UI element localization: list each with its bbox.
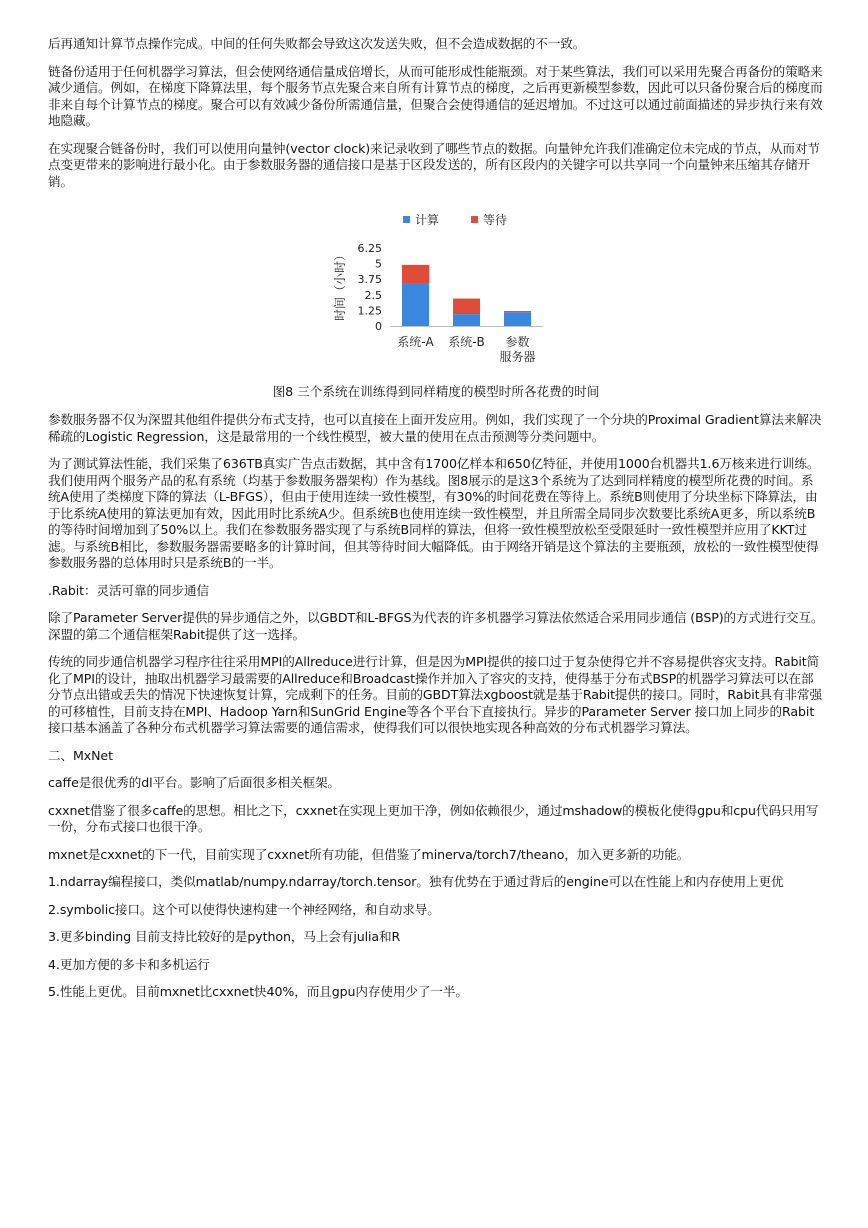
x-tick-label: 服务器 (499, 350, 536, 364)
legend-label-0: 计算 (415, 213, 440, 227)
paragraph-vector-clock: 在实现聚合链备份时，我们可以使用向量钟(vector clock)来记录收到了哪些节点的数据。向量钟允许我们准确定位未完成的节点，从而对节点变更带来的影响进行最小化。由于参数服务器的通信接口是基于区段发送的，所有区段内的关键字可以共享同一个向量钟来压缩其存储开销。 (48, 140, 820, 189)
y-tick-label: 6.25 (357, 242, 382, 255)
y-axis-label: 时间（小时） (333, 248, 347, 322)
bar-等待-2 (504, 311, 531, 312)
paragraph-rabit-details: 传统的同步通信机器学习程序往往采用MPI的Allreduce进行计算，但是因为MPI提供的接口过于复杂使得它并不容易提供容灾支持。Rabit简化了MPI的设计，抽取出机器学习最需要的Allreduce和Broadcast操作并加入了容灾的支持，使得基于分布式BSP的机器学习算法可以在部分节点出错或丢失的情况下快速恢复计算，完成剩下的任务。目前的GBDT算法xgboost就是基于Rabit提供的接口。同时，Rabit具有非常强的可移植性，目前支持在MPI、Hadoop Yarn和SunGrid Engine等各个平台下直接执行。异步的Parameter Server 接口加上同步的Rabit接口基本涵盖了各种分布式机器学习算法需要的通信需求，使得我们可以很快地实现各种高效的分布式机器学习算法。 (48, 654, 822, 735)
bar-计算-2 (504, 312, 531, 326)
paragraph-mxnet: mxnet是cxxnet的下一代，目前实现了cxxnet所有功能，但借鉴了minerva/torch7/theano，加入更多新的功能。 (48, 846, 690, 862)
x-tick-label: 系统-A (397, 335, 434, 349)
bar-等待-1 (453, 299, 480, 315)
figure-caption: 图8 三个系统在训练得到同样精度的模型时所各花费的时间 (272, 384, 600, 399)
list-item-symbolic: 2.symbolic接口。这个可以使得快速构建一个神经网络，和自动求导。 (48, 901, 440, 917)
legend-swatch-1 (471, 216, 478, 223)
stacked-bar-chart (48, 208, 824, 378)
bar-等待-0 (402, 265, 429, 284)
x-tick-label: 系统-B (448, 335, 485, 349)
figure-8-chart (48, 208, 824, 378)
legend-label-1: 等待 (483, 213, 508, 227)
paragraph-rabit-intro: 除了Parameter Server提供的异步通信之外，以GBDT和L-BFGS为代表的许多机器学习算法依然适合采用同步通信 (BSP)的方式进行交互。深盟的第二个通信框架Rabit提供了这一选择。 (48, 610, 824, 642)
y-tick-label: 0 (375, 320, 382, 333)
y-tick-label: 5 (375, 257, 382, 271)
list-item-performance: 5.性能上更优。目前mxnet比cxxnet快40%，而且gpu内存使用少了一半。 (48, 984, 468, 999)
paragraph-caffe: caffe是很优秀的dl平台。影响了后面很多相关框架。 (48, 775, 340, 790)
bar-计算-1 (453, 314, 480, 326)
y-tick-label: 2.5 (364, 288, 382, 302)
y-tick-label: 3.75 (357, 273, 382, 287)
legend-swatch-0 (403, 216, 410, 223)
list-item-binding: 3.更多binding 目前支持比较好的是python，马上会有julia和R (48, 929, 401, 944)
paragraph-chain-backup: 链备份适用于任何机器学习算法，但会使网络通信量成倍增长，从而可能形成性能瓶颈。对于某些算法，我们可以采用先聚合再备份的策略来减少通信。例如，在梯度下降算法里，每个服务节点先聚合来自所有计算节点的梯度，之后再更新模型参数，因此可以只备份聚合后的梯度而非来自每个计算节点的梯度。聚合可以有效减少备份所需通信量，但聚合会使得通信的延迟增加。不过这可以通过前面描述的异步执行来有效地隐藏。 (48, 63, 823, 128)
paragraph-performance-test: 为了测试算法性能，我们采集了636TB真实广告点击数据，其中含有1700亿样本和650亿特征，并使用1000台机器共1.6万核来进行训练。我们使用两个服务产品的私有系统（均基于参数服务器架构）作为基线。图8展示的是这3个系统为了达到同样精度的模型所花费的时间。系统A使用了类梯度下降的算法（L-BFGS），但由于使用连续一致性模型，有30%的时间花费在等待上。系统B则使用了分块坐标下降算法，由于比系统A使用的算法更加有效，因此用时比系统A少。但系统B也使用连续一致性模型，并且所需全局同步次数要比系统A更多，所以系统B的等待时间增加到了50%以上。我们在参数服务器实现了与系统B同样的算法，但将一致性模型放松至受限延时一致性模型并应用了KKT过滤。与系统B相比，参数服务器需要略多的计算时间，但其等待时间大幅降低。由于网络开销是这个算法的主要瓶颈，放松的一致性模型使得参数服务器的总体用时只是系统B的一半。 (48, 456, 820, 570)
list-item-multi-gpu: 4.更加方便的多卡和多机运行 (48, 956, 210, 972)
paragraph-chain-backup-end: 后再通知计算节点操作完成。中间的任何失败都会导致这次发送失败，但不会造成数据的不一致。 (48, 36, 586, 51)
x-tick-label: 参数 (505, 335, 530, 349)
y-tick-label: 1.25 (357, 304, 382, 318)
section-heading-rabit: .Rabit：灵活可靠的同步通信 (48, 582, 209, 598)
section-heading-mxnet: 二、MxNet (48, 747, 113, 763)
bar-计算-0 (402, 284, 429, 326)
document-page (48, 36, 824, 1012)
paragraph-cxxnet: cxxnet借鉴了很多caffe的思想。相比之下，cxxnet在实现上更加干净，例如依赖很少，通过mshadow的模板化使得gpu和cpu代码只用写一份，分布式接口也很干净。 (48, 802, 819, 834)
paragraph-ps-applications: 参数服务器不仅为深盟其他组件提供分布式支持，也可以直接在上面开发应用。例如，我们实现了一个分块的Proximal Gradient算法来解决稀疏的Logistic Regression，这是最常用的一个线性模型，被大量的使用在点击预测等分类问题中。 (48, 412, 822, 444)
list-item-ndarray: 1.ndarray编程接口，类似matlab/numpy.ndarray/torch.tensor。独有优势在于通过背后的engine可以在性能上和内存使用上更优 (48, 874, 784, 889)
